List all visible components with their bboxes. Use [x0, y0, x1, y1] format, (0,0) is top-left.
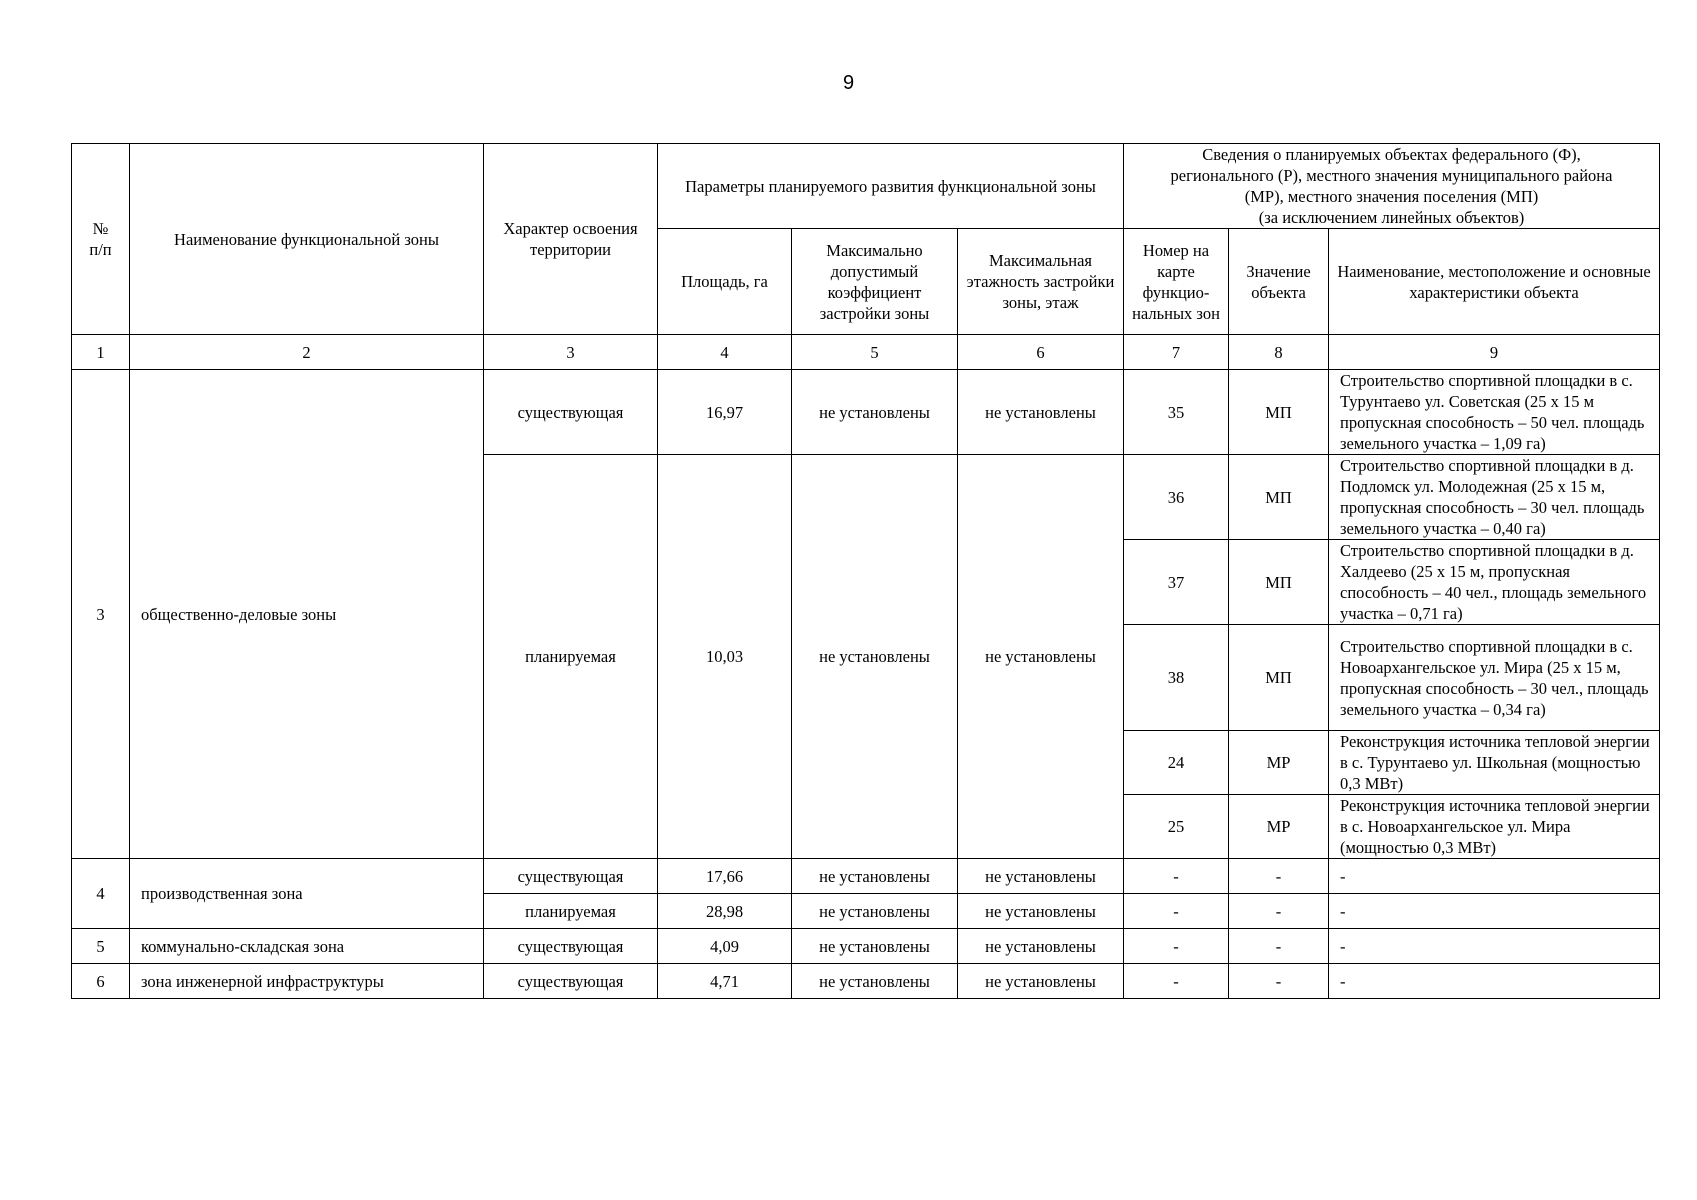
header-objects-group — [1124, 144, 1660, 229]
character-cell: существующая — [484, 859, 658, 894]
significance-cell: - — [1229, 859, 1329, 894]
coef-cell: не установлены — [792, 894, 958, 929]
map-number-cell: 36 — [1124, 455, 1229, 540]
area-cell: 16,97 — [658, 370, 792, 455]
floors-cell: не установлены — [958, 859, 1124, 894]
object-desc-cell: Строительство спортивной площадки в с. Турунтаево ул. Советская (25 х 15 м пропускная способность – 50 чел. площадь земельного участка – 1,09 га) — [1329, 370, 1660, 455]
map-number-cell: - — [1124, 859, 1229, 894]
table-row — [72, 370, 1660, 455]
area-cell: 4,71 — [658, 964, 792, 999]
map-number-cell: - — [1124, 964, 1229, 999]
character-cell: существующая — [484, 370, 658, 455]
area-cell: 17,66 — [658, 859, 792, 894]
header-params-group: Параметры планируемого развития функциональной зоны — [658, 144, 1124, 229]
header-max-coef: Максимально допустимый коэффициент застройки зоны — [792, 229, 958, 335]
zone-name: зона инженерной инфраструктуры — [130, 964, 484, 999]
floors-cell: не установлены — [958, 964, 1124, 999]
row-number: 6 — [72, 964, 130, 999]
significance-cell: МР — [1229, 795, 1329, 859]
coef-cell: не установлены — [792, 929, 958, 964]
character-cell: существующая — [484, 929, 658, 964]
zone-name: общественно-деловые зоны — [130, 370, 484, 859]
character-cell: планируемая — [484, 455, 658, 859]
significance-cell: - — [1229, 929, 1329, 964]
coef-cell: не установлены — [792, 455, 958, 859]
row-number: 4 — [72, 859, 130, 929]
coef-cell: не установлены — [792, 370, 958, 455]
map-number-cell: 38 — [1124, 625, 1229, 731]
significance-cell: - — [1229, 894, 1329, 929]
object-desc-cell: - — [1329, 964, 1660, 999]
table-row — [72, 929, 1660, 964]
map-number-cell: 37 — [1124, 540, 1229, 625]
floors-cell: не установлены — [958, 370, 1124, 455]
table-row — [72, 859, 1660, 894]
significance-cell: МП — [1229, 625, 1329, 731]
header-max-floors: Максимальная этажность застройки зоны, этаж — [958, 229, 1124, 335]
header-num: № п/п — [72, 144, 130, 335]
significance-cell: - — [1229, 964, 1329, 999]
header-objects-line-3: (МР), местного значения поселения (МП) — [1244, 187, 1539, 206]
significance-cell: МР — [1229, 731, 1329, 795]
functional-zones-table — [71, 143, 1660, 999]
object-desc-cell: Строительство спортивной площадки в д. Халдеево (25 х 15 м, пропускная способность – 40 чел., площадь земельного участка – 0,71 га) — [1329, 540, 1660, 625]
area-cell: 28,98 — [658, 894, 792, 929]
object-desc-cell: - — [1329, 929, 1660, 964]
column-number: 1 — [72, 335, 130, 370]
object-desc-cell: - — [1329, 894, 1660, 929]
object-desc-cell: Строительство спортивной площадки в с. Новоархангельское ул. Мира (25 х 15 м, пропускная способность – 30 чел., площадь земельного участка – 0,34 га) — [1329, 625, 1660, 731]
column-number: 2 — [130, 335, 484, 370]
coef-cell: не установлены — [792, 964, 958, 999]
map-number-cell: - — [1124, 894, 1229, 929]
significance-cell: МП — [1229, 540, 1329, 625]
header-objects-line-4: (за исключением линейных объектов) — [1258, 208, 1525, 227]
area-cell: 10,03 — [658, 455, 792, 859]
header-character: Характер освоения территории — [484, 144, 658, 335]
row-number: 3 — [72, 370, 130, 859]
character-cell: существующая — [484, 964, 658, 999]
column-number: 4 — [658, 335, 792, 370]
row-number: 5 — [72, 929, 130, 964]
table-row — [72, 964, 1660, 999]
map-number-cell: - — [1124, 929, 1229, 964]
map-number-cell: 25 — [1124, 795, 1229, 859]
area-cell: 4,09 — [658, 929, 792, 964]
significance-cell: МП — [1229, 370, 1329, 455]
object-desc-cell: Реконструкция источника тепловой энергии в с. Турунтаево ул. Школьная (мощностью 0,3 МВт) — [1329, 731, 1660, 795]
column-number: 3 — [484, 335, 658, 370]
header-area: Площадь, га — [658, 229, 792, 335]
header-row-top — [72, 144, 1660, 229]
floors-cell: не установлены — [958, 929, 1124, 964]
header-objects-line-2: регионального (Р), местного значения муниципального района — [1170, 166, 1613, 185]
character-cell: планируемая — [484, 894, 658, 929]
map-number-cell: 24 — [1124, 731, 1229, 795]
object-desc-cell: - — [1329, 859, 1660, 894]
header-object-desc: Наименование, местоположение и основные характеристики объекта — [1329, 229, 1660, 335]
header-map-number: Номер на карте функцио-нальных зон — [1124, 229, 1229, 335]
object-desc-cell: Реконструкция источника тепловой энергии в с. Новоархангельское ул. Мира (мощностью 0,3 МВт) — [1329, 795, 1660, 859]
map-number-cell: 35 — [1124, 370, 1229, 455]
page-number: 9 — [842, 72, 855, 94]
zone-name: производственная зона — [130, 859, 484, 929]
object-desc-cell: Строительство спортивной площадки в д. Подломск ул. Молодежная (25 х 15 м, пропускная способность – 30 чел. площадь земельного участка – 0,40 га) — [1329, 455, 1660, 540]
column-number: 7 — [1124, 335, 1229, 370]
column-number: 9 — [1329, 335, 1660, 370]
column-number: 6 — [958, 335, 1124, 370]
header-zone-name: Наименование функциональной зоны — [130, 144, 484, 335]
header-significance: Значение объекта — [1229, 229, 1329, 335]
zone-name: коммунально-складская зона — [130, 929, 484, 964]
coef-cell: не установлены — [792, 859, 958, 894]
significance-cell: МП — [1229, 455, 1329, 540]
floors-cell: не установлены — [958, 894, 1124, 929]
column-number: 5 — [792, 335, 958, 370]
header-objects-line-1: Сведения о планируемых объектах федерального (Ф), — [1202, 145, 1581, 164]
floors-cell: не установлены — [958, 455, 1124, 859]
column-numbers-row — [72, 335, 1660, 370]
column-number: 8 — [1229, 335, 1329, 370]
